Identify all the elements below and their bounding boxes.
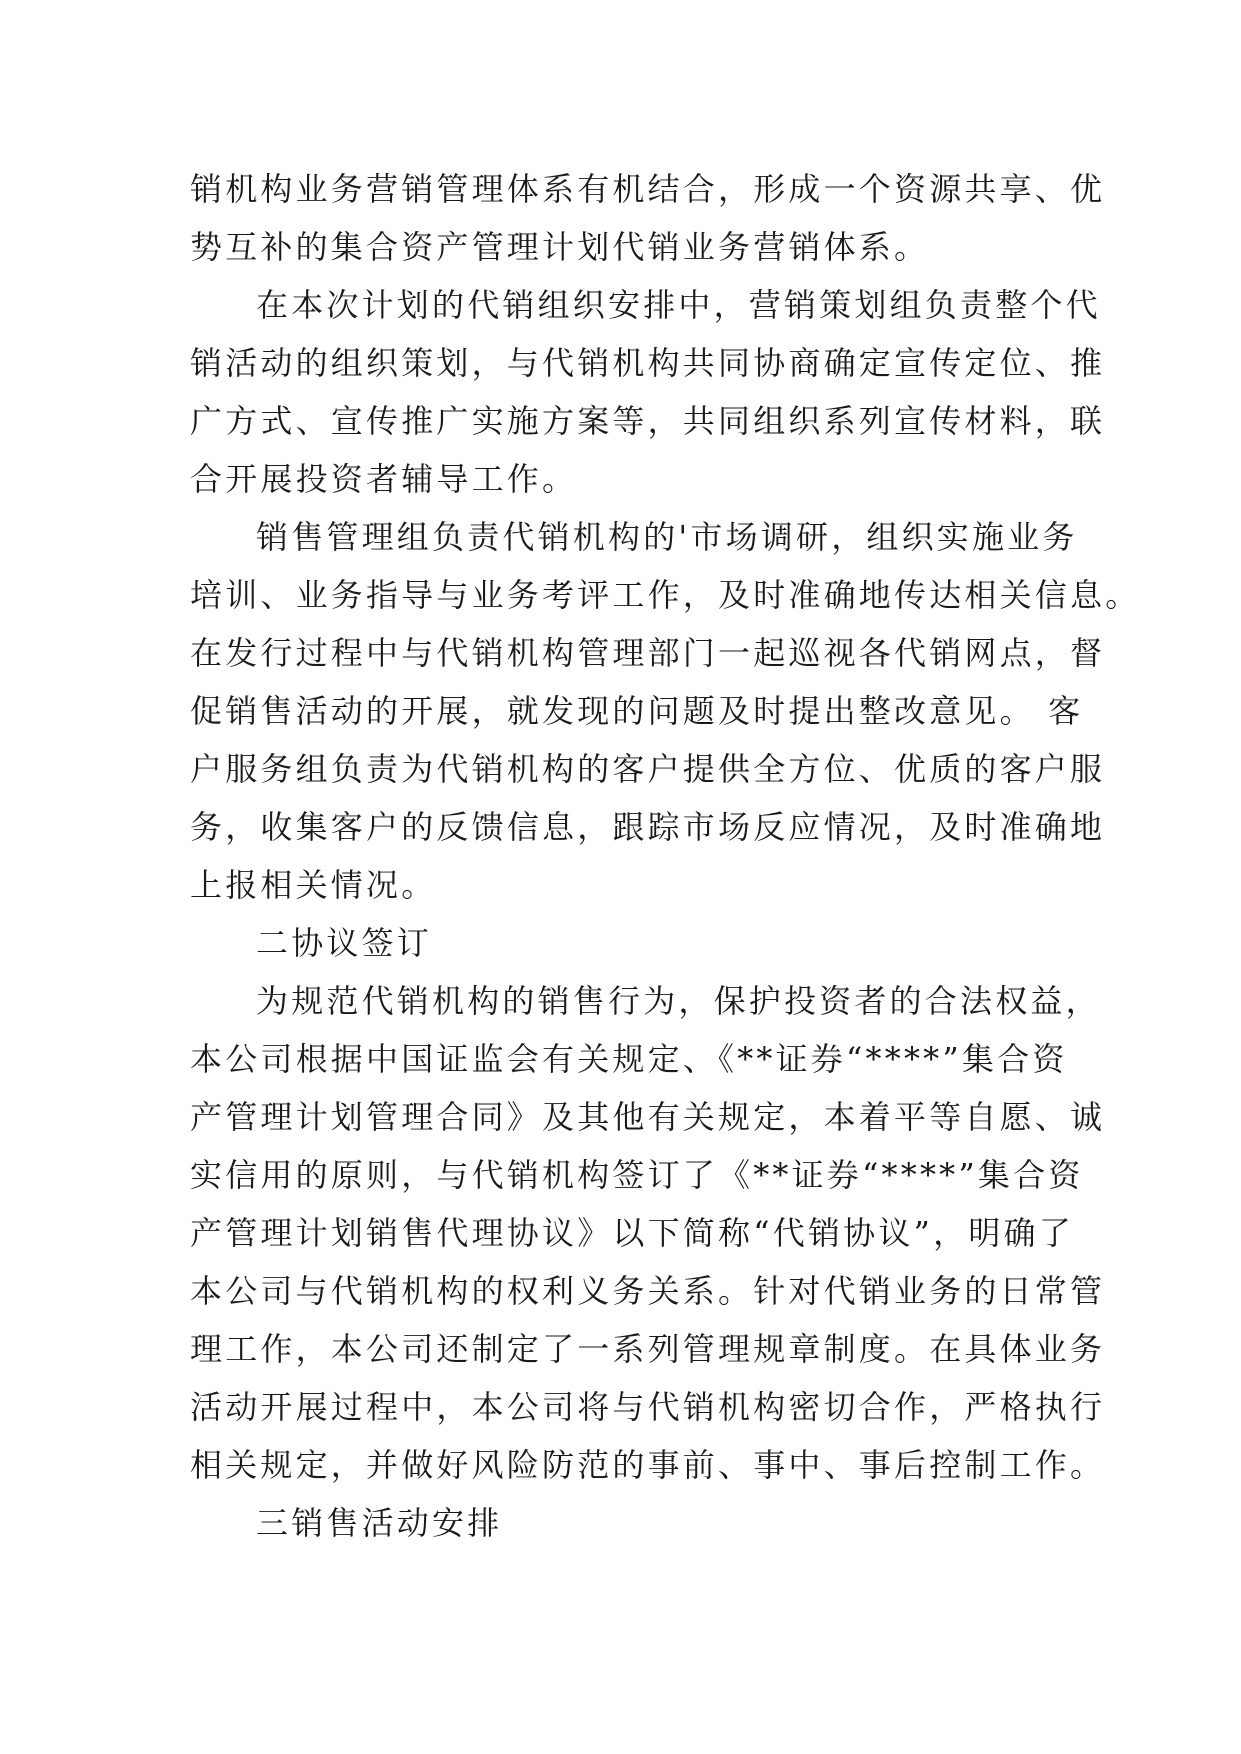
text-line: 合开展投资者辅导工作。 — [190, 460, 578, 498]
paragraph — [190, 508, 1141, 914]
text-line: 实信用的原则，与代销机构签订了《**证券“****”集合资 — [190, 1156, 1084, 1194]
paragraph — [190, 1494, 1060, 1552]
text-line: 户服务组负责为代销机构的客户提供全方位、优质的客户服 — [190, 750, 1106, 788]
text-line: 为规范代销机构的销售行为，保护投资者的合法权益， — [256, 982, 1101, 1020]
text-line: 理工作，本公司还制定了一系列管理规章制度。在具体业务 — [190, 1330, 1106, 1368]
text-line: 销机构业务营销管理体系有机结合，形成一个资源共享、优 — [190, 170, 1106, 208]
text-line: 本公司与代销机构的权利义务关系。针对代销业务的日常管 — [190, 1272, 1106, 1310]
text-line: 销活动的组织策划，与代销机构共同协商确定宣传定位、推 — [190, 344, 1106, 382]
paragraph — [190, 972, 1106, 1494]
text-line: 销售管理组负责代销机构的'市场调研，组织实施业务 — [256, 518, 1078, 556]
text-line: 三销售活动安排 — [256, 1504, 503, 1542]
text-line: 促销售活动的开展，就发现的问题及时提出整改意见。 客 — [190, 692, 1084, 730]
text-line: 培训、业务指导与业务考评工作，及时准确地传达相关信息。 — [190, 576, 1141, 614]
text-line: 产管理计划管理合同》及其他有关规定，本着平等自愿、诚 — [190, 1098, 1106, 1136]
text-line: 相关规定，并做好风险防范的事前、事中、事后控制工作。 — [190, 1446, 1106, 1484]
text-line: 在本次计划的代销组织安排中，营销策划组负责整个代 — [256, 286, 1101, 324]
text-line: 势互补的集合资产管理计划代销业务营销体系。 — [190, 228, 930, 266]
text-line: 本公司根据中国证监会有关规定、《**证券“****”集合资 — [190, 1040, 1068, 1078]
text-line: 活动开展过程中，本公司将与代销机构密切合作，严格执行 — [190, 1388, 1106, 1426]
text-line: 上报相关情况。 — [190, 866, 437, 904]
text-line: 广方式、宣传推广实施方案等，共同组织系列宣传材料，联 — [190, 402, 1106, 440]
document-body — [190, 160, 1141, 1552]
text-line: 务，收集客户的反馈信息，跟踪市场反应情况，及时准确地 — [190, 808, 1106, 846]
text-line: 二协议签订 — [256, 924, 433, 962]
text-line: 产管理计划销售代理协议》以下简称“代销协议”，明确了 — [190, 1214, 1074, 1252]
paragraph — [190, 160, 1106, 276]
paragraph — [190, 276, 1106, 508]
paragraph — [190, 914, 1060, 972]
text-line: 在发行过程中与代销机构管理部门一起巡视各代销网点，督 — [190, 634, 1106, 672]
